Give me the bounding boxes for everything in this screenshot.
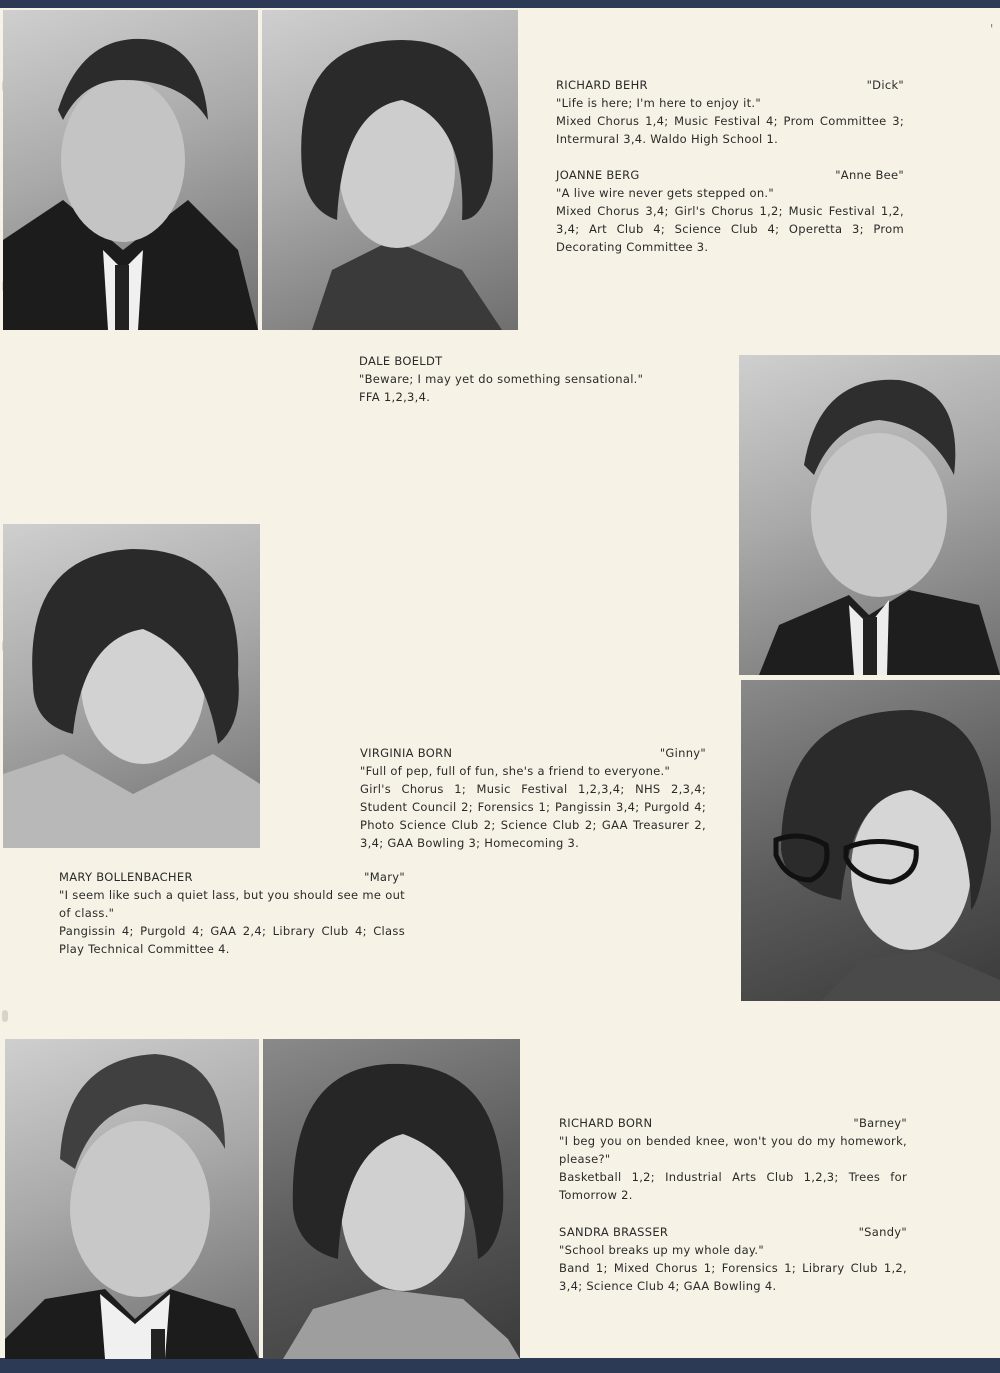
student-quote: "Beware; I may yet do something sensational." [359,372,644,386]
entry-sandra-brasser [559,1223,907,1295]
portrait-mary-bollenbacher [3,524,260,848]
student-nickname: "Ginny" [659,746,706,760]
student-nickname: "Sandy" [858,1225,907,1239]
portrait-dale-boeldt [739,355,1000,675]
student-name: RICHARD BEHR [556,78,648,92]
portrait-virginia-born [741,680,1000,1001]
student-activities: Girl's Chorus 1; Music Festival 1,2,3,4; NHS 2,3,4; Student Council 2; Forensics 1; Pangissin 3,4; Purgold 4; Photo Science Club 2; Science Club 2; GAA Treasurer 2, 3,4; GAA Bowling 3; Homecoming 3. [360,782,706,850]
student-nickname: "Barney" [853,1116,907,1130]
entry-virginia-born [360,744,706,852]
entry-richard-born [559,1114,907,1204]
student-activities: Basketball 1,2; Industrial Arts Club 1,2,3; Trees for Tomorrow 2. [559,1170,907,1202]
student-name: SANDRA BRASSER [559,1225,669,1239]
student-quote: "I seem like such a quiet lass, but you should see me out of class." [59,888,405,920]
entry-mary-bollenbacher [59,868,405,958]
portrait-sandra-brasser [263,1039,520,1359]
corner-mark: ' [990,22,994,36]
student-quote: "Full of pep, full of fun, she's a friend to everyone." [360,764,671,778]
binding-edge-bottom [0,1358,1000,1373]
binding-edge-top [0,0,1000,8]
student-name: JOANNE BERG [556,168,640,182]
student-activities: FFA 1,2,3,4. [359,390,431,404]
student-quote: "I beg you on bended knee, won't you do my homework, please?" [559,1134,907,1166]
student-name: MARY BOLLENBACHER [59,870,193,884]
student-name: DALE BOELDT [359,354,443,368]
student-activities: Pangissin 4; Purgold 4; GAA 2,4; Library Club 4; Class Play Technical Committee 4. [59,924,405,956]
entry-joanne-berg [556,166,904,256]
student-quote: "Life is here; I'm here to enjoy it." [556,96,761,110]
portrait-joanne-berg [262,10,518,330]
portrait-richard-born [5,1039,259,1359]
portrait-richard-behr [3,10,258,330]
student-activities: Band 1; Mixed Chorus 1; Forensics 1; Library Club 1,2, 3,4; Science Club 4; GAA Bowling 4. [559,1261,907,1293]
student-activities: Mixed Chorus 3,4; Girl's Chorus 1,2; Music Festival 1,2, 3,4; Art Club 4; Science Club 4; Operetta 3; Prom Decorating Committee 3. [556,204,904,254]
student-nickname: "Anne Bee" [835,168,904,182]
student-nickname: "Dick" [866,78,904,92]
student-name: VIRGINIA BORN [360,746,453,760]
student-quote: "School breaks up my whole day." [559,1243,764,1257]
entry-richard-behr [556,76,904,148]
entry-dale-boeldt [359,352,659,406]
student-quote: "A live wire never gets stepped on." [556,186,774,200]
student-nickname: "Mary" [364,870,405,884]
student-activities: Mixed Chorus 1,4; Music Festival 4; Prom Committee 3; Intermural 3,4. Waldo High School 1. [556,114,904,146]
student-name: RICHARD BORN [559,1116,653,1130]
binding-hole [2,1010,8,1022]
